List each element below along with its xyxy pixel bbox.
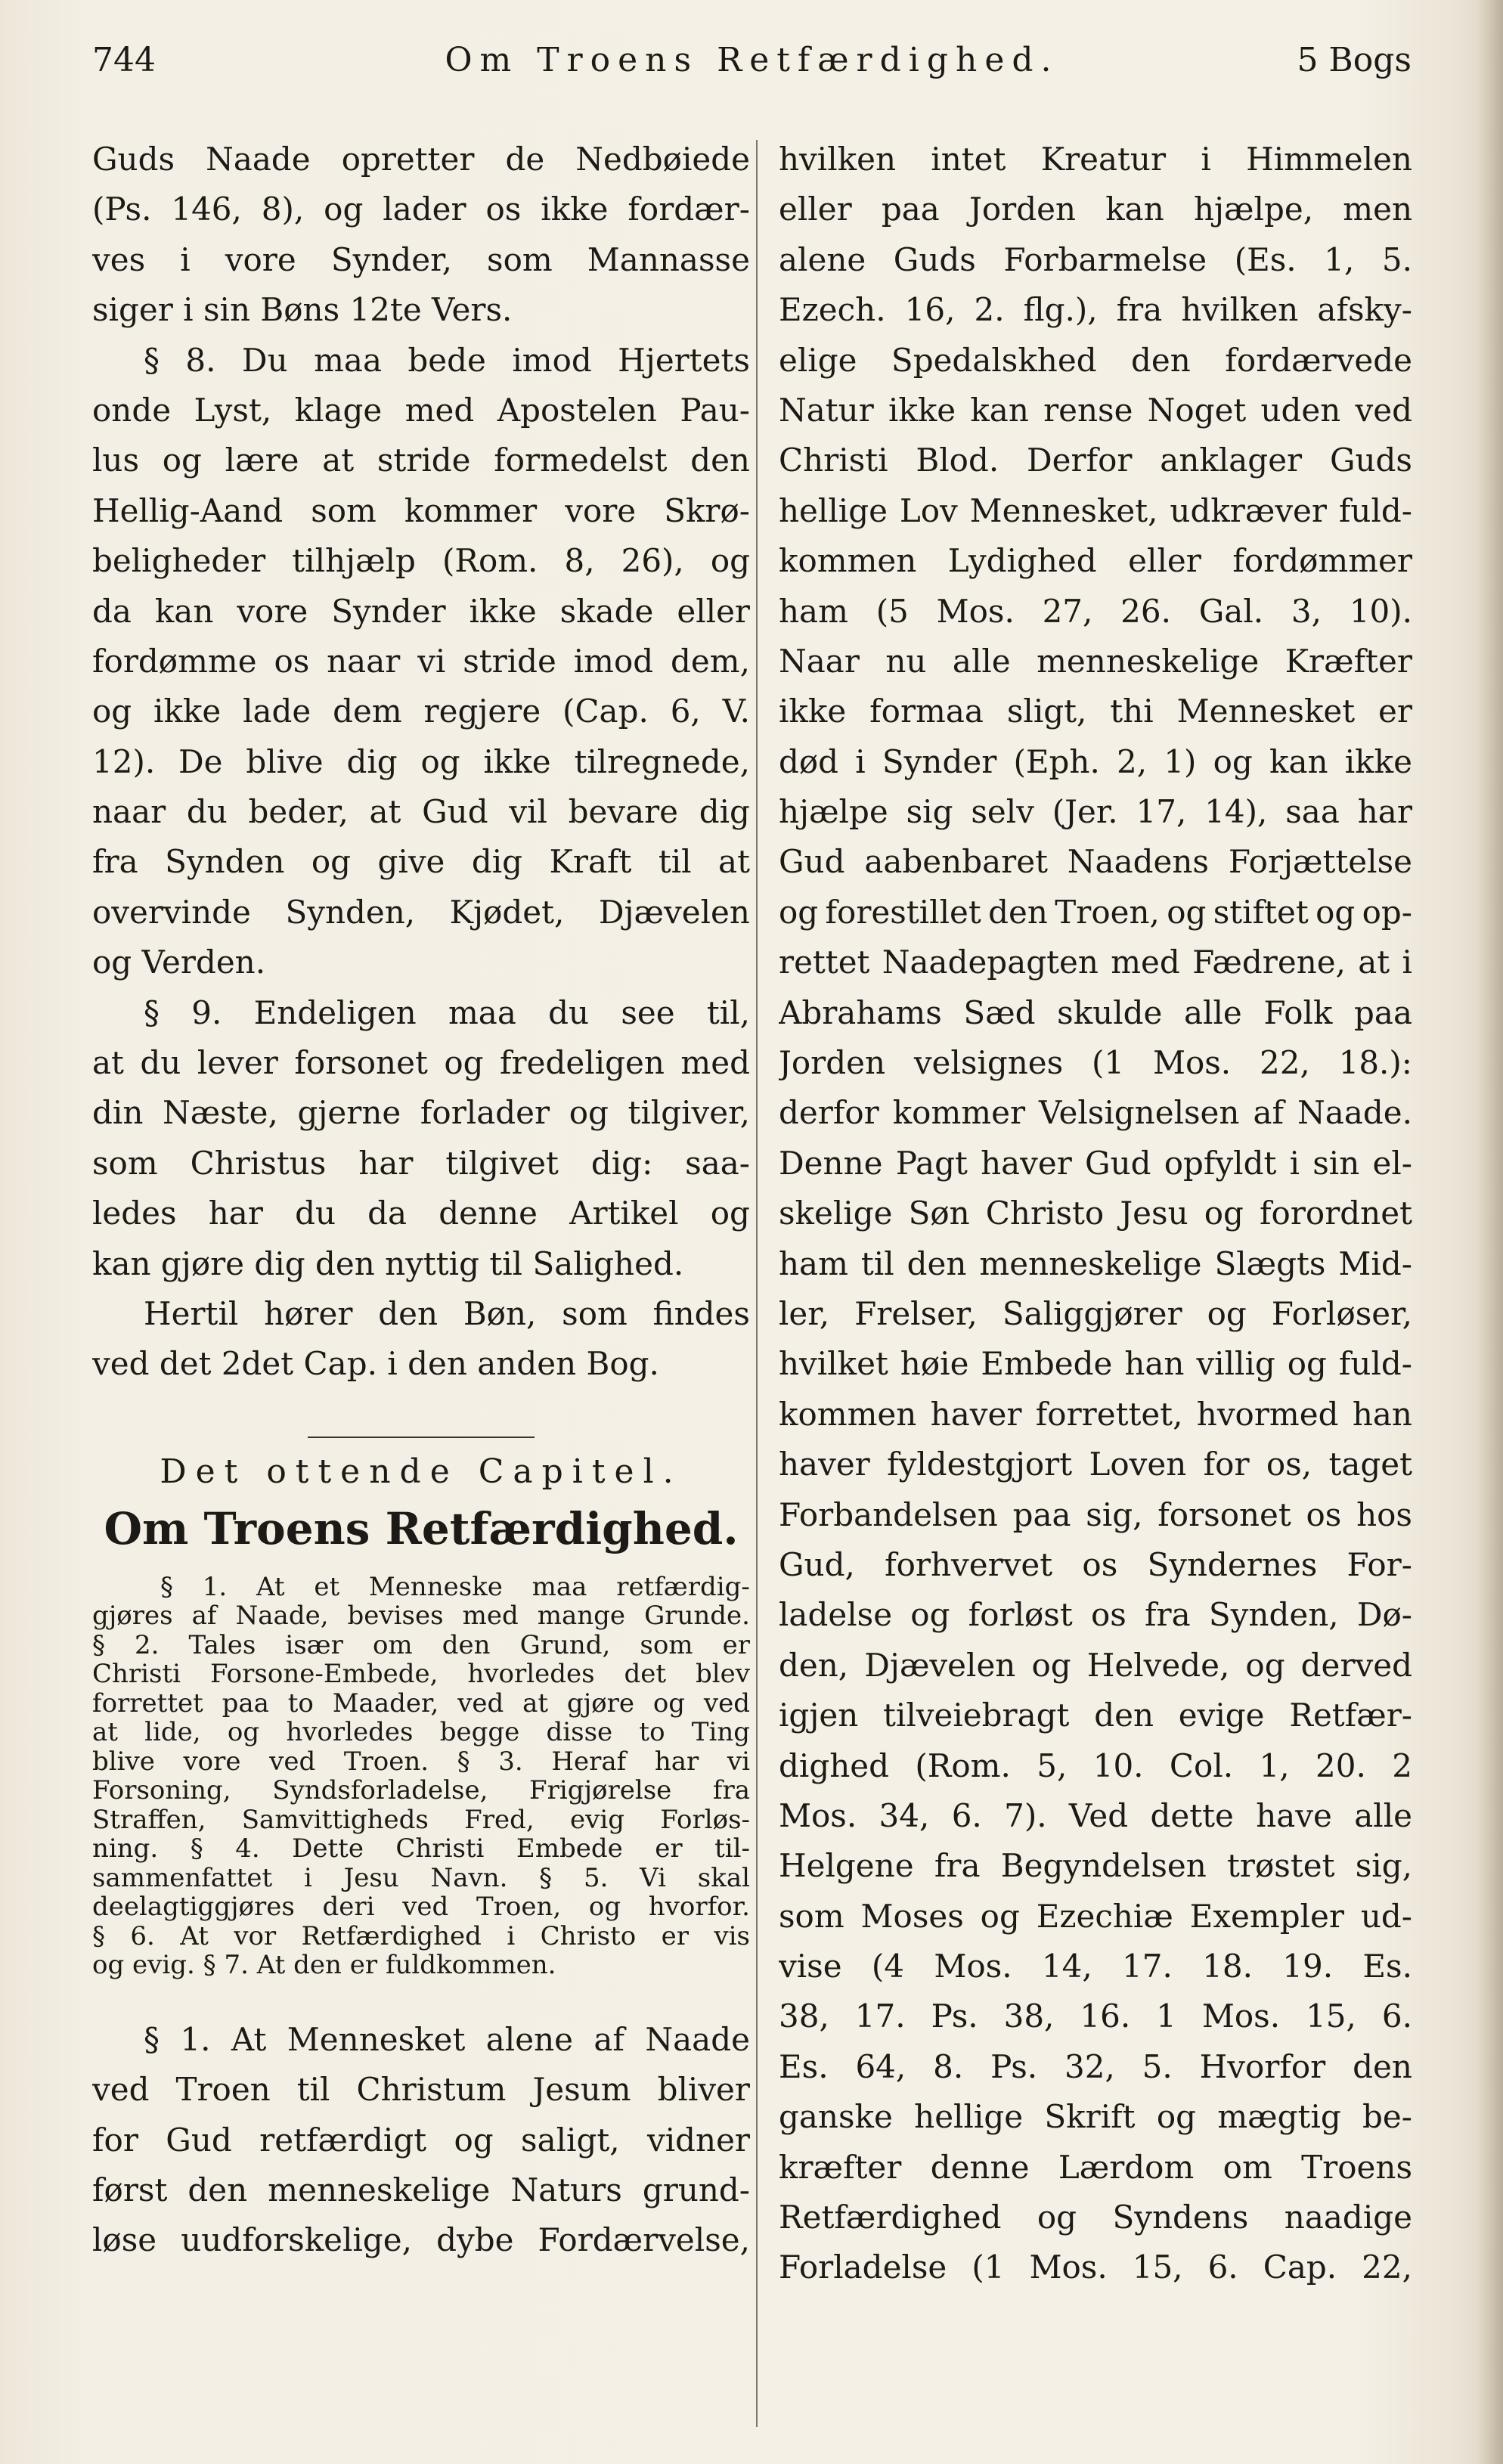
paragraph-2	[92, 336, 750, 988]
text-line: siger i sin Bøns 12te Vers.	[92, 291, 513, 329]
text-line: hjælpe sig selv (Jer. 17, 14), saa har	[779, 793, 1412, 831]
text-line: 38, 17. Ps. 38, 16. 1 Mos. 15, 6.	[779, 1998, 1412, 2035]
text-line: blive vore ved Troen. § 3. Heraf har vi	[92, 1746, 750, 1777]
text-line: som Moses og Ezechiæ Exempler ud-	[779, 1897, 1412, 1935]
text-line: ladelse og forløst os fra Synden, Dø-	[779, 1596, 1412, 1634]
text-line: Gud, forhvervet os Syndernes For-	[779, 1545, 1412, 1583]
spacer	[92, 1390, 750, 1420]
text-line: § 1. At Mennesket alene af Naade	[144, 2020, 750, 2058]
text-line: kan gjøre dig den nyttig til Salighed.	[92, 1244, 684, 1282]
text-line: og evig. § 7. At den er fuldkommen.	[92, 1951, 556, 1980]
text-line: Forladelse (1 Mos. 15, 6. Cap. 22,	[779, 2249, 1412, 2286]
paragraph-1	[92, 135, 750, 336]
text-line: igjen tilveiebragt den evige Retfær-	[779, 1697, 1412, 1734]
text-line: ikke formaa sligt, thi Mennesket er	[779, 693, 1412, 730]
text-line: alene Guds Forbarmelse (Es. 1, 5.	[779, 240, 1412, 278]
text-line: vise (4 Mos. 14, 17. 18. 19. Es.	[779, 1948, 1412, 1985]
paragraph-5	[92, 2015, 750, 2266]
text-line: deelagtiggjøres deri ved Troen, og hvorfor.	[92, 1892, 750, 1922]
spacer	[92, 1980, 750, 2015]
text-line: ved det 2det Cap. i den anden Bog.	[92, 1345, 659, 1383]
text-line: § 8. Du maa bede imod Hjertets	[144, 341, 750, 379]
text-line: § 9. Endeligen maa du see til,	[144, 993, 750, 1031]
text-line: hellige Lov Mennesket, udkræver fuld-	[779, 491, 1412, 529]
chapter-title: Om Troens Retfærdighed.	[104, 1502, 739, 1554]
text-line: ham til den menneskelige Slægts Mid-	[779, 1244, 1412, 1282]
text-line: først den menneskelige Naturs grund-	[92, 2171, 750, 2208]
text-line: at lide, og hvorledes begge disse to Ting	[92, 1718, 750, 1747]
text-line: ler, Frelser, Saliggjører og Forløser,	[779, 1294, 1412, 1332]
text-line: ves i vore Synder, som Mannasse	[92, 240, 750, 278]
text-line: forrettet paa to Maader, ved at gjøre og ved	[92, 1688, 750, 1719]
text-line: Christi Blod. Derfor anklager Guds	[779, 442, 1412, 479]
chapter-heading: Det ottende Capitel.	[160, 1452, 683, 1491]
text-line: onde Lyst, klage med Apostelen Pau-	[92, 391, 750, 429]
text-line: § 2. Tales især om den Grund, som er	[92, 1630, 750, 1660]
text-line: hvilket høie Embede han villig og fuld-	[779, 1345, 1412, 1383]
text-line: Natur ikke kan rense Noget uden ved	[779, 391, 1412, 429]
text-line: Abrahams Sæd skulde alle Folk paa	[779, 993, 1412, 1031]
text-line: § 1. At et Menneske maa retfærdig-	[160, 1572, 750, 1602]
running-header	[92, 30, 1412, 91]
text-line: Es. 64, 8. Ps. 32, 5. Hvorfor den	[779, 2047, 1412, 2085]
book-signature: 5 Bogs	[1297, 41, 1412, 79]
text-line: ledes har du da denne Artikel og	[92, 1195, 750, 1232]
text-line: lus og lære at stride formedelst den	[92, 442, 750, 479]
text-line: og forestillet den Troen, og stiftet og op-	[779, 893, 1412, 931]
column-divider	[756, 140, 758, 2427]
chapter-summary	[92, 1573, 750, 1980]
text-line: Helgene fra Begyndelsen trøstet sig,	[779, 1847, 1412, 1885]
text-line: og ikke lade dem regjere (Cap. 6, V.	[92, 693, 750, 730]
text-line: beligheder tilhjælp (Rom. 8, 26), og	[92, 542, 750, 580]
page-number: 744	[92, 41, 156, 79]
text-line: haver fyldestgjort Loven for os, taget	[779, 1446, 1412, 1483]
text-line: Straffen, Samvittigheds Fred, evig Forløs-	[92, 1805, 750, 1835]
text-line: den, Djævelen og Helvede, og derved	[779, 1646, 1412, 1684]
text-line: ganske hellige Skrift og mægtig be-	[779, 2098, 1412, 2136]
text-line: Naar nu alle menneskelige Kræfter	[779, 642, 1412, 680]
text-line: Jorden velsignes (1 Mos. 22, 18.):	[779, 1044, 1412, 1082]
text-line: ning. § 4. Dette Christi Embede er til-	[92, 1834, 750, 1864]
chapter-rule	[308, 1437, 535, 1438]
text-line: eller paa Jorden kan hjælpe, men	[779, 191, 1412, 228]
text-line: at du lever forsonet og fredeligen med	[92, 1044, 750, 1082]
text-line: gjøres af Naade, bevises med mange Grunde.	[92, 1601, 750, 1631]
text-line: kommen haver forrettet, hvormed han	[779, 1395, 1412, 1433]
text-line: ved Troen til Christum Jesum bliver	[92, 2071, 750, 2109]
text-line: død i Synder (Eph. 2, 1) og kan ikke	[779, 742, 1412, 780]
text-line: fordømme os naar vi stride imod dem,	[92, 642, 750, 680]
paragraph-4	[92, 1289, 750, 1390]
text-line: (Ps. 146, 8), og lader os ikke fordær-	[92, 191, 750, 228]
running-title: Om Troens Retfærdighed.	[445, 41, 1059, 79]
text-line: skelige Søn Christo Jesu og forordnet	[779, 1195, 1412, 1232]
text-line: rettet Naadepagten med Fædrene, at i	[779, 944, 1412, 981]
text-line: elige Spedalskhed den fordærvede	[779, 341, 1412, 379]
text-line: Hertil hører den Bøn, som findes	[144, 1294, 750, 1332]
text-line: § 6. At vor Retfærdighed i Christo er vis	[92, 1921, 750, 1951]
right-column	[779, 135, 1412, 2293]
text-line: Guds Naade opretter de Nedbøiede	[92, 141, 750, 178]
text-line: 12). De blive dig og ikke tilregnede,	[92, 742, 750, 780]
text-line: som Christus har tilgivet dig: saa-	[92, 1144, 750, 1182]
text-line: hvilken intet Kreatur i Himmelen	[779, 141, 1412, 178]
text-line: kræfter denne Lærdom om Troens	[779, 2148, 1412, 2186]
text-line: ham (5 Mos. 27, 26. Gal. 3, 10).	[779, 592, 1412, 630]
paragraph-3	[92, 988, 750, 1289]
text-line: Hellig-Aand som kommer vore Skrø-	[92, 491, 750, 529]
text-line: løse uudforskelige, dybe Fordærvelse,	[92, 2221, 750, 2259]
text-line: naar du beder, at Gud vil bevare dig	[92, 793, 750, 831]
text-line: kommen Lydighed eller fordømmer	[779, 542, 1412, 580]
text-line: Forsoning, Syndsforladelse, Frigjørelse fra	[92, 1776, 750, 1805]
text-line: for Gud retfærdigt og saligt, vidner	[92, 2121, 750, 2159]
text-line: fra Synden og give dig Kraft til at	[92, 843, 750, 881]
text-line: Forbandelsen paa sig, forsonet os hos	[779, 1495, 1412, 1533]
text-line: Christi Forsone-Embede, hvorledes det blev	[92, 1660, 750, 1689]
text-line: da kan vore Synder ikke skade eller	[92, 592, 750, 630]
left-column	[92, 135, 750, 2266]
page-edge	[1477, 0, 1503, 2464]
text-line: overvinde Synden, Kjødet, Djævelen	[92, 893, 750, 931]
text-line: derfor kommer Velsignelsen af Naade.	[779, 1094, 1412, 1132]
text-line: Ezech. 16, 2. flg.), fra hvilken afsky-	[779, 291, 1412, 329]
text-line: og Verden.	[92, 944, 266, 981]
text-line: dighed (Rom. 5, 10. Col. 1, 20. 2	[779, 1746, 1412, 1784]
text-line: Mos. 34, 6. 7). Ved dette have alle	[779, 1796, 1412, 1834]
text-line: Gud aabenbaret Naadens Forjættelse	[779, 843, 1412, 881]
text-line: Denne Pagt haver Gud opfyldt i sin el-	[779, 1144, 1412, 1182]
text-line: Retfærdighed og Syndens naadige	[779, 2199, 1412, 2236]
text-line: din Næste, gjerne forlader og tilgiver,	[92, 1094, 750, 1132]
text-line: sammenfattet i Jesu Navn. § 5. Vi skal	[92, 1863, 750, 1893]
